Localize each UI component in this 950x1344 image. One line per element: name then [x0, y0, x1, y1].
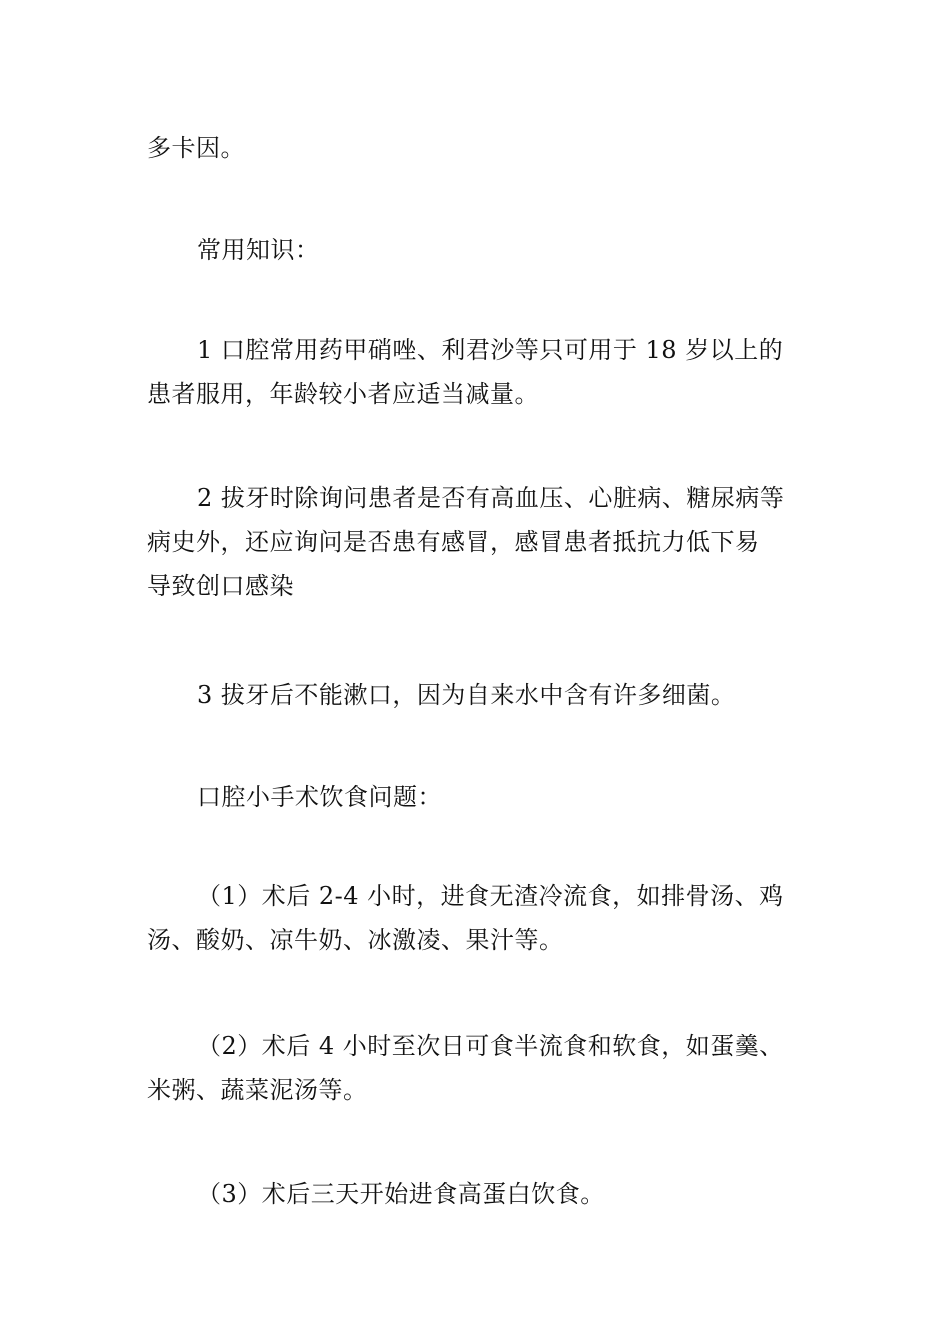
text-line: 病史外，还应询问是否患有感冒，感冒患者抵抗力低下易: [147, 528, 760, 556]
text-line: 1 口腔常用药甲硝唑、利君沙等只可用于 18 岁以上的: [197, 336, 784, 364]
text-line: 患者服用，年龄较小者应适当减量。: [147, 380, 539, 408]
text-line: 汤、酸奶、凉牛奶、冰激凌、果汁等。: [147, 926, 564, 954]
list-item-1: [147, 328, 812, 416]
list-item-2: [147, 476, 812, 608]
list-item-3: [147, 673, 812, 717]
text-line: （3）术后三天开始进食高蛋白饮食。: [197, 1180, 605, 1208]
text-line: 3 拔牙后不能漱口，因为自来水中含有许多细菌。: [197, 681, 736, 709]
diet-item-1: [147, 874, 812, 962]
section-heading-diet: [147, 775, 812, 819]
text-line: 2 拔牙时除询问患者是否有高血压、心脏病、糖尿病等: [197, 484, 785, 512]
diet-item-3: [147, 1172, 812, 1216]
text-line: 多卡因。: [147, 134, 245, 162]
text-line: 常用知识：: [197, 236, 320, 264]
text-line: （2）术后 4 小时至次日可食半流食和软食，如蛋羹、: [197, 1032, 784, 1060]
section-heading-common-knowledge: [147, 228, 812, 272]
text-line: （1）术后 2-4 小时，进食无渣冷流食，如排骨汤、鸡: [197, 882, 784, 910]
text-line: 米粥、蔬菜泥汤等。: [147, 1076, 368, 1104]
text-line: 导致创口感染: [147, 572, 294, 600]
paragraph-continuation: [147, 126, 812, 170]
diet-item-2: [147, 1024, 812, 1112]
text-line: 口腔小手术饮食问题：: [197, 783, 442, 811]
